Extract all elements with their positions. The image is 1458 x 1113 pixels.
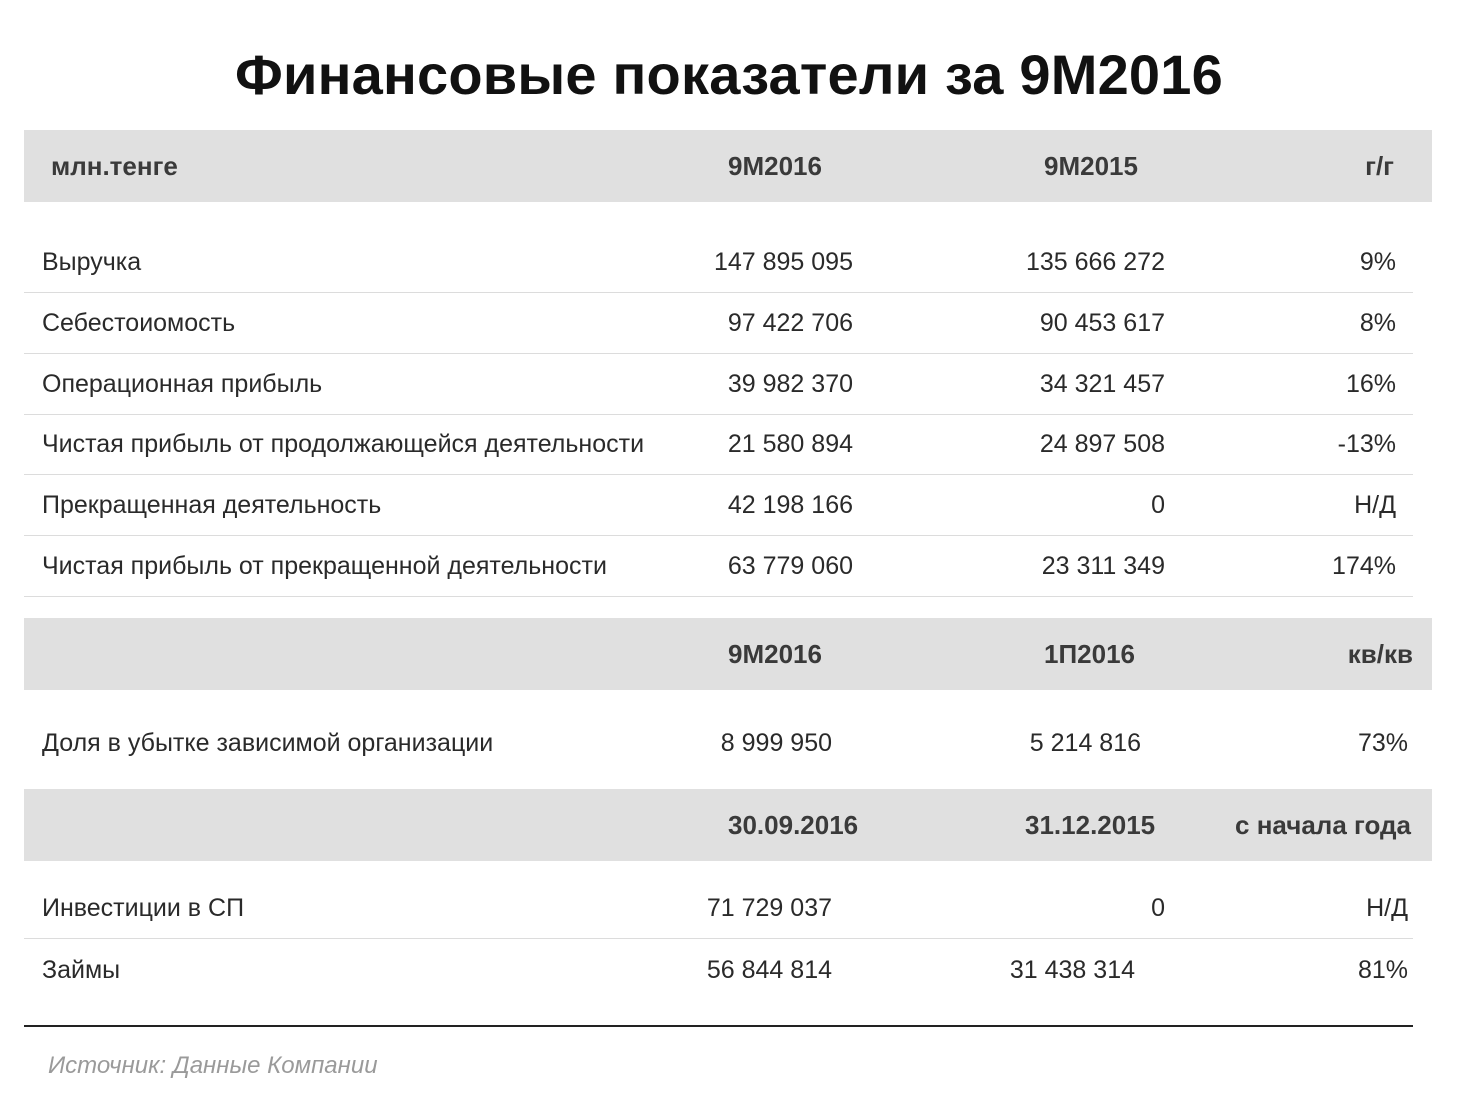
row-label: Займы <box>42 956 121 984</box>
table-row <box>24 475 1413 536</box>
table-row <box>24 878 1413 939</box>
table-header-balance <box>24 789 1432 861</box>
row-value-9m2016: 97 422 706 <box>727 309 853 337</box>
header-col-9m2016: 9М2016 <box>728 639 822 669</box>
row-label: Чистая прибыль от прекращенной деятельности <box>42 552 607 580</box>
row-label: Выручка <box>42 248 142 276</box>
row-value-yoy: 174% <box>1332 552 1396 580</box>
table-header-associate <box>24 618 1432 690</box>
row-label: Себестоиомость <box>42 309 236 337</box>
row-label: Доля в убытке зависимой организации <box>42 729 494 757</box>
row-value-yoy: 9% <box>1359 248 1396 276</box>
header-col-yoy: г/г <box>1365 151 1394 181</box>
header-col-qoq: кв/кв <box>1347 639 1413 669</box>
row-label: Прекращенная деятельность <box>42 491 382 519</box>
row-value-9m2015: 24 897 508 <box>1039 430 1165 458</box>
row-value-yoy: Н/Д <box>1354 491 1396 519</box>
table-row <box>24 940 1413 1000</box>
row-value-30-09-2016: 71 729 037 <box>706 894 832 922</box>
row-label: Инвестиции в СП <box>42 894 245 922</box>
header-col-30-09-2016: 30.09.2016 <box>728 810 859 840</box>
row-value-ytd: 81% <box>1357 956 1408 984</box>
row-value-9m2015: 90 453 617 <box>1039 309 1165 337</box>
row-value-30-09-2016: 56 844 814 <box>706 956 832 984</box>
row-value-9m2016: 21 580 894 <box>727 430 853 458</box>
table-row <box>24 713 1413 773</box>
row-label: Чистая прибыль от продолжающейся деятельности <box>42 430 645 458</box>
page-title: Финансовые показатели за 9М2016 <box>235 43 1223 106</box>
table-row <box>24 414 1413 475</box>
table-header-income <box>24 130 1432 202</box>
row-label: Операционная прибыль <box>42 370 323 398</box>
table-row <box>24 232 1413 293</box>
table-row <box>24 354 1413 415</box>
header-col-31-12-2015: 31.12.2015 <box>1025 810 1156 840</box>
header-col-1p2016: 1П2016 <box>1044 639 1135 669</box>
table-row <box>24 293 1413 354</box>
row-value-9m2016: 8 999 950 <box>720 729 832 757</box>
row-value-9m2015: 0 <box>1151 491 1165 519</box>
header-units: млн.тенге <box>51 151 178 181</box>
row-value-9m2015: 135 666 272 <box>1025 248 1165 276</box>
bottom-divider <box>24 1025 1413 1027</box>
header-col-9m2016: 9М2016 <box>728 151 822 181</box>
row-value-qoq: 73% <box>1357 729 1408 757</box>
row-value-1p2016: 5 214 816 <box>1029 729 1141 757</box>
row-value-9m2016: 42 198 166 <box>727 491 853 519</box>
source-note: Источник: Данные Компании <box>48 1052 378 1079</box>
row-value-9m2015: 23 311 349 <box>1041 552 1165 580</box>
row-value-ytd: Н/Д <box>1366 894 1408 922</box>
row-value-9m2016: 39 982 370 <box>727 370 853 398</box>
row-value-9m2015: 34 321 457 <box>1039 370 1165 398</box>
row-value-31-12-2015: 0 <box>1151 894 1165 922</box>
row-value-yoy: 8% <box>1359 309 1396 337</box>
header-col-9m2015: 9М2015 <box>1044 151 1138 181</box>
row-value-9m2016: 147 895 095 <box>713 248 853 276</box>
table-row <box>24 536 1413 597</box>
row-value-31-12-2015: 31 438 314 <box>1009 956 1135 984</box>
row-value-9m2016: 63 779 060 <box>727 552 853 580</box>
row-value-yoy: -13% <box>1337 430 1396 458</box>
header-col-ytd: с начала года <box>1235 810 1411 840</box>
row-value-yoy: 16% <box>1345 370 1396 398</box>
